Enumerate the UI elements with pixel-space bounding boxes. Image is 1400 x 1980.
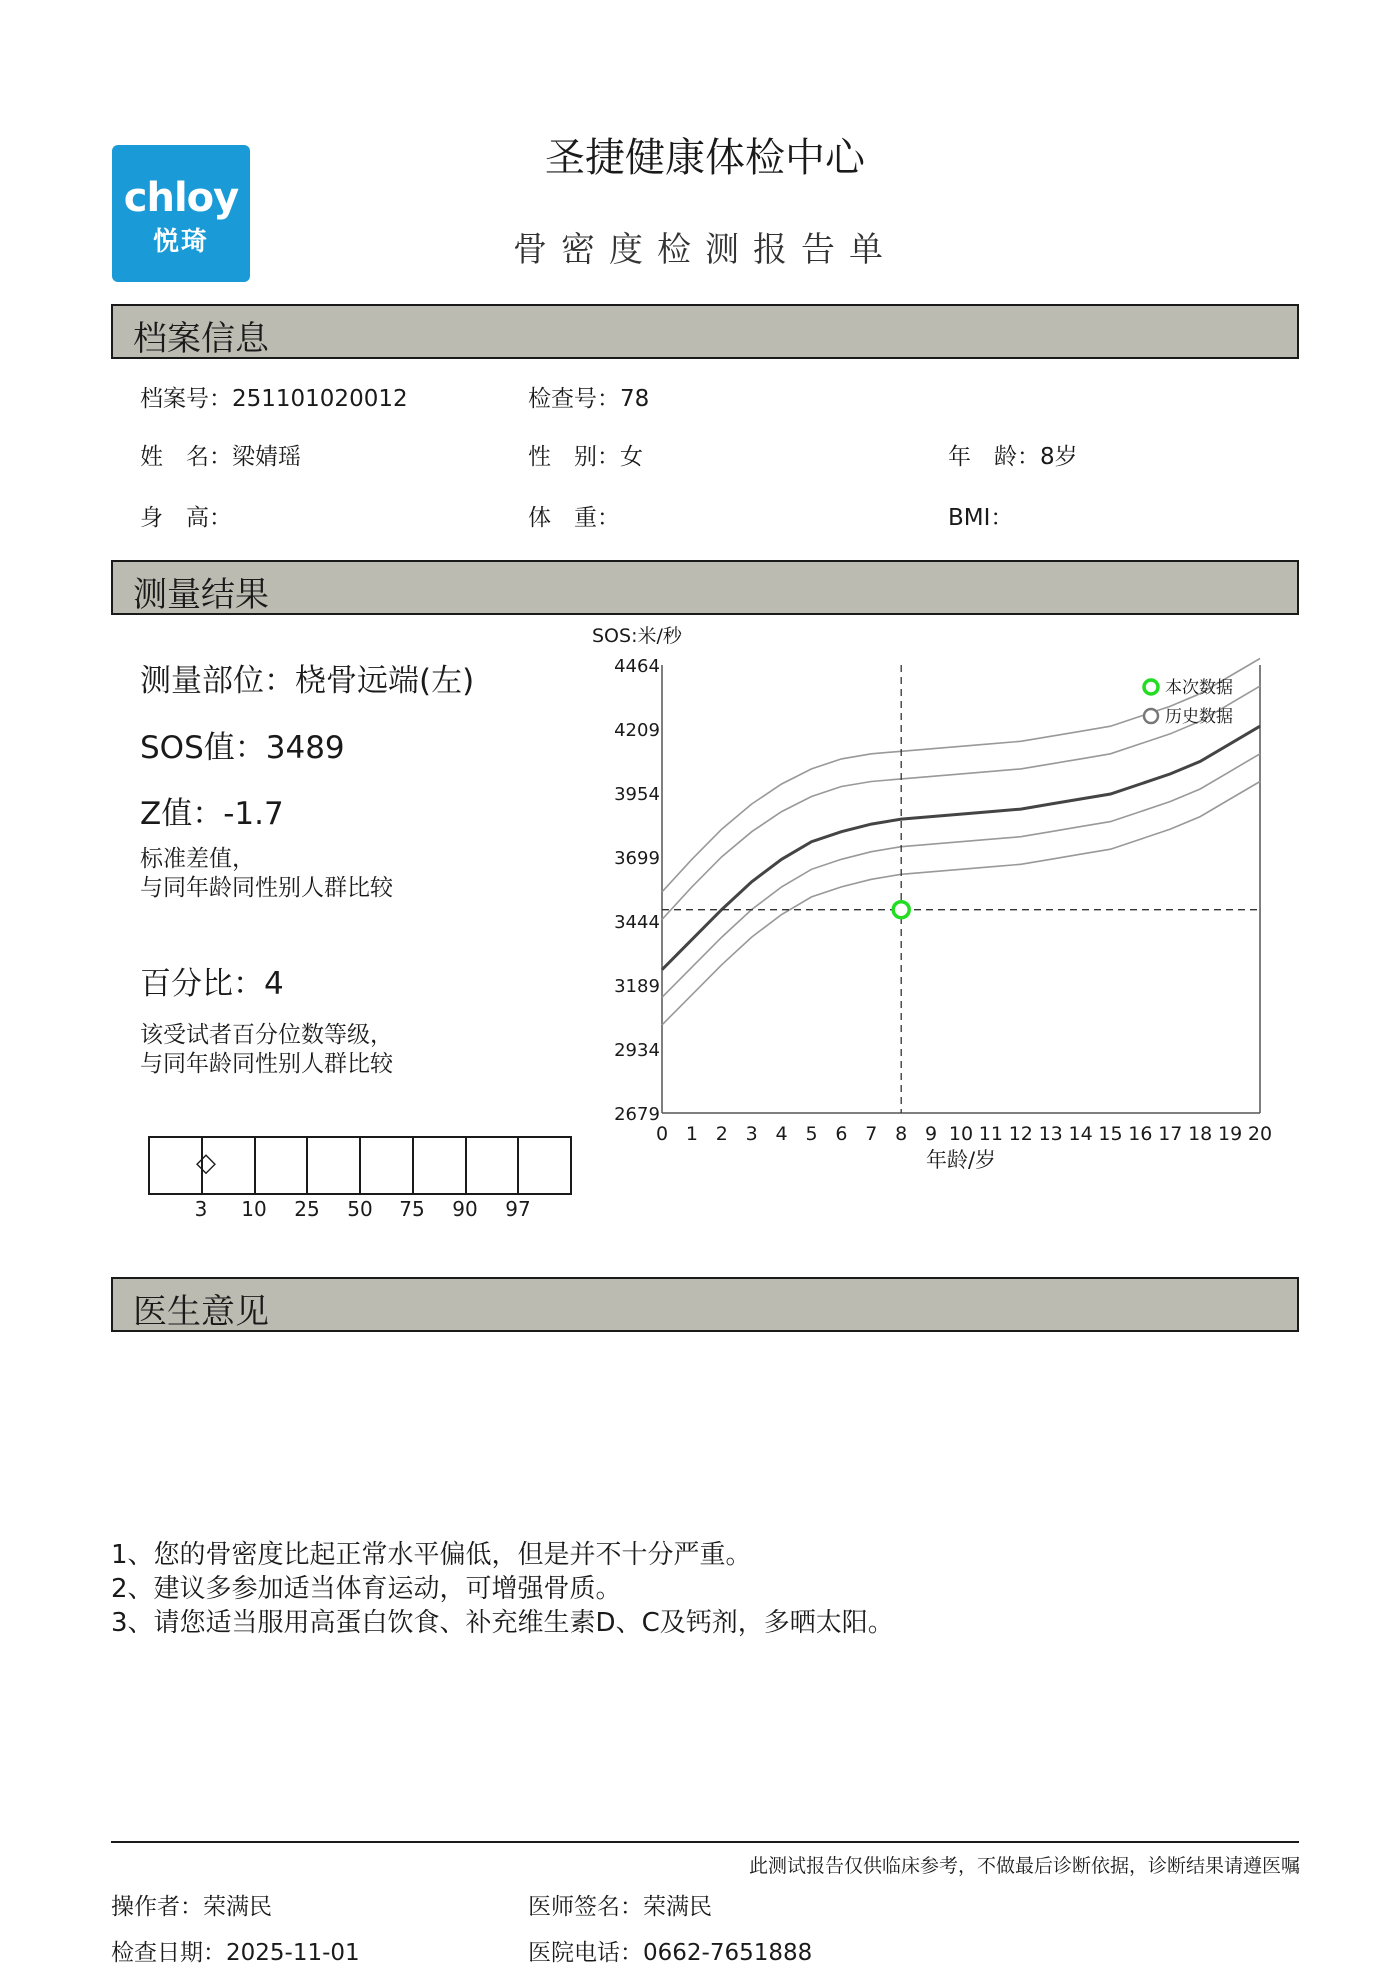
advice-line: 2、建议多参加适当体育运动，可增强骨质。 bbox=[111, 1574, 622, 1604]
section-profile-header bbox=[111, 304, 1299, 359]
doctor-signature-field bbox=[528, 1888, 712, 1921]
x-tick-label: 8 bbox=[895, 1123, 908, 1145]
percentile-band-curve bbox=[662, 782, 1260, 1025]
page-title: 圣捷健康体检中心 bbox=[545, 135, 865, 181]
disclaimer: 此测试报告仅供临床参考，不做最后诊断依据，诊断结果请遵医嘱 bbox=[748, 1855, 1300, 1877]
file-no-label: 档案号： bbox=[140, 386, 232, 412]
section-title: 测量结果 bbox=[133, 575, 269, 615]
percentile-tick: 50 bbox=[347, 1197, 373, 1221]
exam-date-field bbox=[111, 1934, 360, 1967]
file-no-field bbox=[140, 380, 408, 413]
exam-no-value: 78 bbox=[620, 386, 650, 412]
y-tick-label: 3189 bbox=[614, 976, 660, 997]
current-data-point bbox=[893, 902, 909, 918]
percentile-cell bbox=[414, 1138, 467, 1193]
operator-value: 荣满民 bbox=[203, 1894, 272, 1920]
height-label: 身 高： bbox=[140, 505, 232, 531]
x-tick-label: 3 bbox=[745, 1123, 758, 1145]
x-tick-label: 5 bbox=[805, 1123, 818, 1145]
sex-label: 性 别： bbox=[528, 444, 620, 470]
section-title: 档案信息 bbox=[133, 319, 269, 359]
advice-line: 1、您的骨密度比起正常水平偏低，但是并不十分严重。 bbox=[111, 1540, 752, 1570]
x-tick-label: 14 bbox=[1068, 1123, 1093, 1145]
x-tick-label: 11 bbox=[978, 1123, 1003, 1145]
x-tick-label: 0 bbox=[655, 1123, 669, 1145]
percentile-cell bbox=[467, 1138, 520, 1193]
y-tick-label: 2679 bbox=[614, 1104, 660, 1125]
sos-value-row bbox=[140, 722, 345, 767]
z-note-line2: 与同年龄同性别人群比较 bbox=[140, 875, 393, 901]
doctor-advice bbox=[111, 1538, 894, 1640]
logo bbox=[112, 145, 250, 282]
height-field bbox=[140, 499, 232, 532]
report-subtitle: 骨密度检测报告单 bbox=[513, 230, 897, 270]
date-label: 检查日期： bbox=[111, 1940, 226, 1966]
x-tick-label: 17 bbox=[1158, 1123, 1183, 1145]
doctor-value: 荣满民 bbox=[643, 1894, 712, 1920]
sos-value: 3489 bbox=[265, 730, 345, 766]
percentile-tick: 10 bbox=[241, 1197, 267, 1221]
age-field bbox=[948, 438, 1078, 471]
age-label: 年 龄： bbox=[948, 444, 1040, 470]
x-tick-label: 15 bbox=[1098, 1123, 1123, 1145]
x-axis-title: 年龄/岁 bbox=[925, 1148, 997, 1172]
weight-field bbox=[528, 499, 620, 532]
phone-value: 0662-7651888 bbox=[643, 1940, 813, 1966]
logo-brand-cn: 悦琦 bbox=[152, 227, 209, 257]
section-title: 医生意见 bbox=[133, 1292, 269, 1332]
median-curve bbox=[662, 726, 1260, 970]
y-tick-label: 4464 bbox=[614, 656, 660, 677]
pct-note-line2: 与同年龄同性别人群比较 bbox=[140, 1051, 393, 1077]
sos-label: SOS值： bbox=[140, 730, 266, 766]
y-tick-label: 3699 bbox=[614, 848, 660, 869]
z-note bbox=[140, 845, 393, 903]
site-value: 桡骨远端(左) bbox=[295, 663, 475, 699]
bmi-field bbox=[948, 499, 1013, 532]
pct-note-line1: 该受试者百分位数等级， bbox=[140, 1022, 393, 1048]
z-value: -1.7 bbox=[223, 796, 284, 832]
percentile-tick: 3 bbox=[194, 1197, 208, 1221]
section-opinion-header bbox=[111, 1277, 1299, 1332]
percentile-cell bbox=[308, 1138, 361, 1193]
legend-label: 历史数据 bbox=[1165, 707, 1233, 727]
x-tick-label: 10 bbox=[948, 1123, 974, 1145]
age-value: 8岁 bbox=[1040, 444, 1078, 470]
site-label: 测量部位： bbox=[140, 663, 295, 699]
operator-field bbox=[111, 1888, 272, 1921]
operator-label: 操作者： bbox=[111, 1894, 203, 1920]
z-label: Z值： bbox=[140, 796, 224, 832]
z-note-line1: 标准差值， bbox=[140, 846, 255, 872]
percentile-cell bbox=[519, 1138, 570, 1193]
x-tick-label: 12 bbox=[1008, 1123, 1033, 1145]
name-value: 梁婧瑶 bbox=[232, 444, 301, 470]
percentile-tick: 90 bbox=[452, 1197, 478, 1221]
logo-brand: chloy bbox=[123, 175, 239, 221]
y-tick-label: 4209 bbox=[614, 720, 660, 741]
percentile-tick: 25 bbox=[294, 1197, 320, 1221]
z-value-row bbox=[140, 788, 284, 833]
x-tick-label: 6 bbox=[835, 1123, 848, 1145]
x-tick-label: 20 bbox=[1247, 1123, 1273, 1145]
name-field bbox=[140, 438, 301, 471]
x-tick-label: 2 bbox=[715, 1123, 728, 1145]
percent-row bbox=[140, 958, 284, 1003]
x-tick-label: 7 bbox=[865, 1123, 878, 1145]
sex-value: 女 bbox=[620, 444, 643, 470]
file-no-value: 251101020012 bbox=[232, 386, 408, 412]
date-value: 2025-11-01 bbox=[226, 1940, 360, 1966]
measure-site bbox=[140, 655, 474, 700]
advice-line: 3、请您适当服用高蛋白饮食、补充维生素D、C及钙剂，多晒太阳。 bbox=[111, 1608, 894, 1638]
x-tick-label: 16 bbox=[1128, 1123, 1153, 1145]
x-tick-label: 19 bbox=[1218, 1123, 1243, 1145]
phone-label: 医院电话： bbox=[528, 1940, 643, 1966]
footer-divider bbox=[111, 1841, 1299, 1843]
name-label: 姓 名： bbox=[140, 444, 232, 470]
pct-note bbox=[140, 1021, 393, 1079]
section-results-header bbox=[111, 560, 1299, 615]
legend-label: 本次数据 bbox=[1165, 678, 1233, 698]
bmi-label: BMI： bbox=[948, 505, 1014, 531]
percentile-cell bbox=[256, 1138, 309, 1193]
y-tick-label: 2934 bbox=[614, 1040, 660, 1061]
sex-field bbox=[528, 438, 643, 471]
percentile-cell bbox=[361, 1138, 414, 1193]
sos-growth-chart bbox=[580, 620, 1300, 1180]
x-tick-label: 1 bbox=[685, 1123, 698, 1145]
hospital-phone-field bbox=[528, 1934, 812, 1967]
percentile-band-curve bbox=[662, 754, 1260, 998]
y-tick-label: 3954 bbox=[614, 784, 660, 805]
pct-label: 百分比： bbox=[140, 966, 264, 1002]
legend-history-icon bbox=[1144, 709, 1158, 723]
x-tick-label: 13 bbox=[1038, 1123, 1063, 1145]
pct-value: 4 bbox=[264, 966, 284, 1002]
x-tick-label: 4 bbox=[775, 1123, 788, 1145]
weight-label: 体 重： bbox=[528, 505, 620, 531]
exam-no-field bbox=[528, 380, 649, 413]
y-tick-label: 3444 bbox=[614, 912, 660, 933]
x-tick-label: 9 bbox=[925, 1123, 938, 1145]
y-axis-title: SOS:米/秒 bbox=[592, 625, 682, 647]
percentile-marker-icon: ◇ bbox=[196, 1148, 216, 1178]
percentile-tick: 97 bbox=[505, 1197, 531, 1221]
legend-current-icon bbox=[1144, 680, 1158, 694]
x-tick-label: 18 bbox=[1188, 1123, 1213, 1145]
percentile-cell bbox=[150, 1138, 203, 1193]
percentile-tick: 75 bbox=[399, 1197, 425, 1221]
exam-no-label: 检查号： bbox=[528, 386, 620, 412]
doctor-label: 医师签名： bbox=[528, 1894, 643, 1920]
